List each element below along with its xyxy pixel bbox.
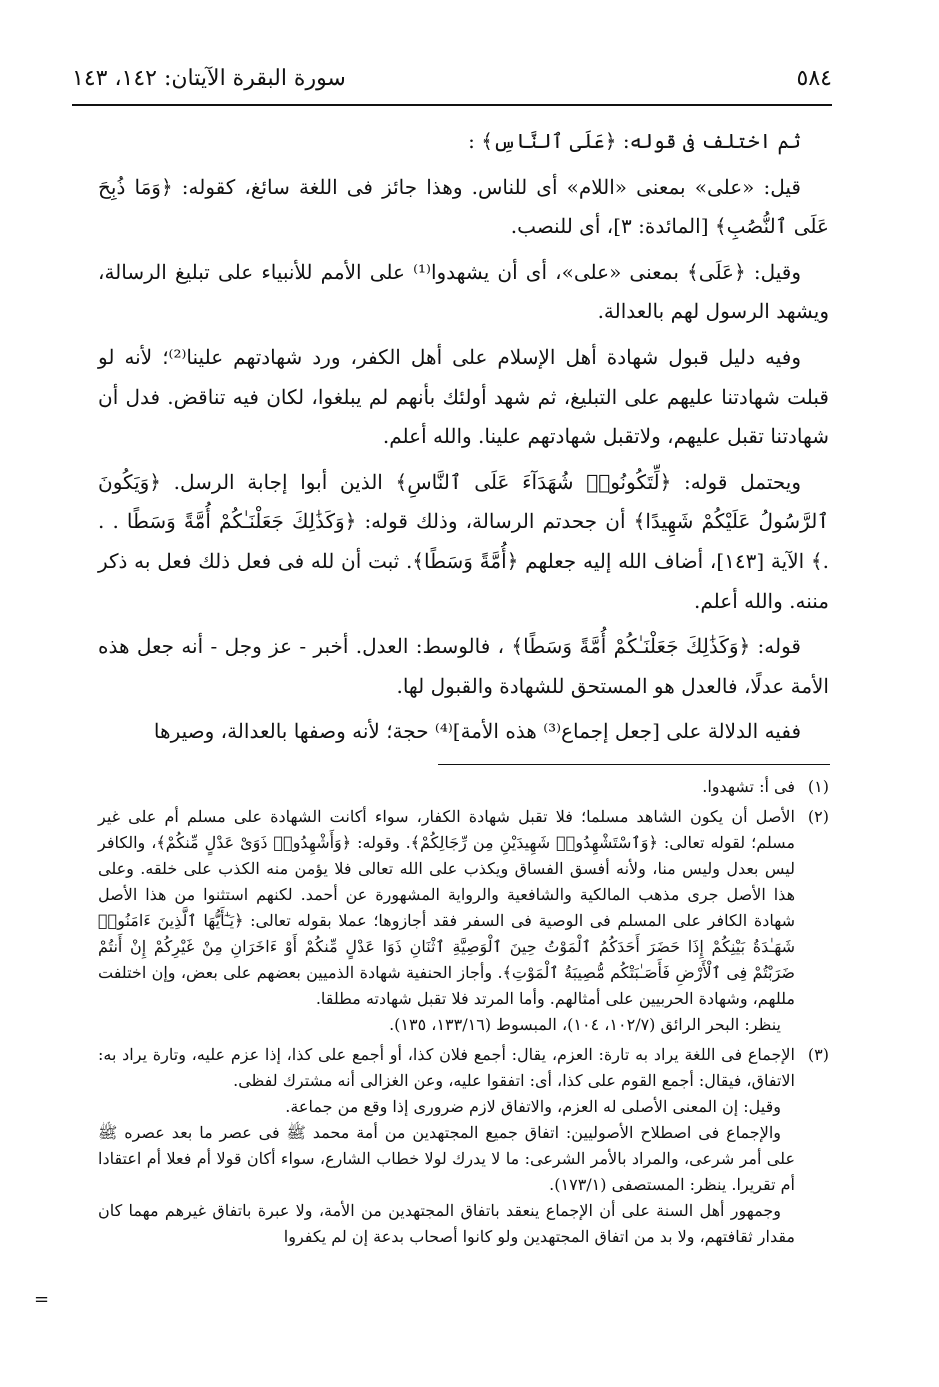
page-header <box>72 58 832 98</box>
footnote-paragraph: الأصل أن يكون الشاهد مسلما؛ فلا تقبل شهادة الكفار، سواء أكانت الشهادة على مسلم أم على غير مسلم؛ لقوله تعالى: ﴿وَٱسْتَشْهِدُوا۟ شَهِيدَيْنِ مِن رِّجَالِكُمْ﴾. وقوله: ﴿وَأَشْهِدُوا۟ ذَوَىْ عَدْلٍ مِّنكُمْ﴾، والكافر ليس بعدل وليس منا، ولأنه أفسق الفساق ويكذب على الله تعالى فلا يؤمن منه الكذب على خلقه. وعلى هذا الأصل جرى مذهب المالكية والشافعية والرواية المشهورة عن أحمد. لكنهم استثنوا من هذا الأصل شهادة الكافر على المسلم فى الوصية فى السفر فقد أجازوها؛ عملا بقوله تعالى: ﴿يَـٰٓأَيُّهَا ٱلَّذِينَ ءَامَنُوا۟ شَهَـٰدَةُ بَيْنِكُمْ إِذَا حَضَرَ أَحَدَكُمُ ٱلْمَوْتُ حِينَ ٱلْوَصِيَّةِ ٱثْنَانِ ذَوَا عَدْلٍ مِّنكُمْ أَوْ ءَاخَرَانِ مِنْ غَيْرِكُمْ إِنْ أَنتُمْ ضَرَبْتُمْ فِى ٱلْأَرْضِ فَأَصَـٰبَتْكُم مُّصِيبَةُ ٱلْمَوْتِ﴾. وأجاز الحنفية شهادة الذميين بعضهم على بعض، وإن اختلفت مللهم، وشهادة الحربيين على أمثالهم. وأما المرتد فلا تقبل شهادته مطلقا. <box>98 807 796 1008</box>
footnote-paragraph: فى أ: تشهدوا. <box>702 777 795 796</box>
footnote <box>98 1042 829 1250</box>
footnote-body <box>98 804 795 1038</box>
footnote-number: (١) <box>807 777 829 796</box>
footnote-separator <box>438 764 830 765</box>
continuation-mark: = <box>34 1289 50 1310</box>
main-paragraph: ففيه الدلالة على [جعل إجماع⁽³⁾ هذه الأمة]⁽⁴⁾ حجة؛ لأنه وصفها بالعدالة، وصيرها <box>153 719 801 744</box>
main-paragraph: وقيل: ﴿عَلَى﴾ بمعنى «على»، أى أن يشهدوا⁽¹⁾ على الأمم للأنبياء على تبليغ الرسالة، ويشهد الرسول لهم بالعدالة. <box>98 259 829 324</box>
footnote-paragraph: وجمهور أهل السنة على أن الإجماع ينعقد باتفاق المجتهدين من الأمة، ولا عبرة باتفاق غيرهم مهما كان مقدار ثقافتهم، ولا بد من اتفاق المجتهدين ولو كانوا أصحاب بدعة إن لم يكفروا <box>98 1201 795 1246</box>
page-number: ٥٨٤ <box>796 65 832 91</box>
header-rule <box>72 104 832 106</box>
main-paragraph: ويحتمل قوله: ﴿لِّتَكُونُوا۟ شُهَدَآءَ عَلَى ٱلنَّاسِ﴾ الذين أبوا إجابة الرسل. ﴿وَيَكُونَ ٱلرَّسُولُ عَلَيْكُمْ شَهِيدًا﴾ أن جحدتم الرسالة، وذلك قوله: ﴿وَكَذَٰلِكَ جَعَلْنَـٰكُمْ أُمَّةً وَسَطًا . . .﴾ الآية [١٤٣]، أضاف الله إليه جعلهم ﴿أُمَّةً وَسَطًا﴾. ثبت أن لله فى فعل ذلك فعل به ذكر مننه. والله أعلم. <box>98 469 829 613</box>
main-paragraph: وفيه دليل قبول شهادة أهل الإسلام على أهل الكفر، ورد شهادتهم علينا⁽²⁾؛ لأنه لو قبلت شهادتنا عليهم على التبليغ، ثم شهد أولئك بأنهم لم يبلغوا، لكان فيه تناقض. فدل أن شهادتنا تقبل عليهم، ولاتقبل شهادتهم علينا. والله أعلم. <box>98 344 829 449</box>
running-title: سورة البقرة الآيتان: ١٤٢، ١٤٣ <box>72 65 346 91</box>
footnotes <box>98 774 829 1254</box>
footnote <box>98 804 829 1038</box>
main-paragraph: قيل: «على» بمعنى «اللام» أى للناس. وهذا جائز فى اللغة سائغ، كقوله: ﴿وَمَا ذُبِحَ عَلَى ٱلنُّصُبِ﴾ [المائدة: ٣]، أى للنصب. <box>98 174 829 239</box>
footnote-paragraph: والإجماع فى اصطلاح الأصوليين: اتفاق جميع المجتهدين من أمة محمد ﷺ فى عصر ما بعد عصره ﷺ على أمر شرعى، والمراد بالأمر الشرعى: ما لا يدرك لولا خطاب الشارع، سواء أكان قولا أم فعلا أم اعتقادا أم تقريرا. ينظر: المستصفى (١٧٣/١). <box>98 1123 795 1194</box>
footnote-body <box>98 774 795 800</box>
main-text <box>98 122 829 758</box>
footnote-paragraph: وقيل: إن المعنى الأصلى له العزم، والاتفاق لازم ضرورى إذا وقع من جماعة. <box>285 1097 781 1116</box>
footnote-paragraph: ينظر: البحر الرائق (١٠٢/٧، ١٠٤)، المبسوط (١٣٣/١٦، ١٣٥). <box>389 1015 781 1034</box>
footnote <box>98 774 829 800</box>
footnote-paragraph: الإجماع فى اللغة يراد به تارة: العزم، يقال: أجمع فلان كذا، أو أجمع على كذا، إذا عزم عليه، وتارة يراد به: الاتفاق، فيقال: أجمع القوم على كذا، أى: اتفقوا عليه، وعن الغزالى أنه مشترك لفظى. <box>98 1045 795 1090</box>
footnote-number: (٣) <box>807 1045 829 1064</box>
main-paragraph: قوله: ﴿وَكَذَٰلِكَ جَعَلْنَـٰكُمْ أُمَّةً وَسَطًا﴾ ، فالوسط: العدل. أخبر - عز وجل - أنه جعل هذه الأمة عدلًا، فالعدل هو المستحق للشهادة والقبول لها. <box>98 634 829 698</box>
footnote-body <box>98 1042 795 1250</box>
main-paragraph: ثم اختلف فى قوله: ﴿عَلَى ٱلنَّاسِ﴾ : <box>468 129 801 153</box>
footnote-number: (٢) <box>807 807 829 826</box>
